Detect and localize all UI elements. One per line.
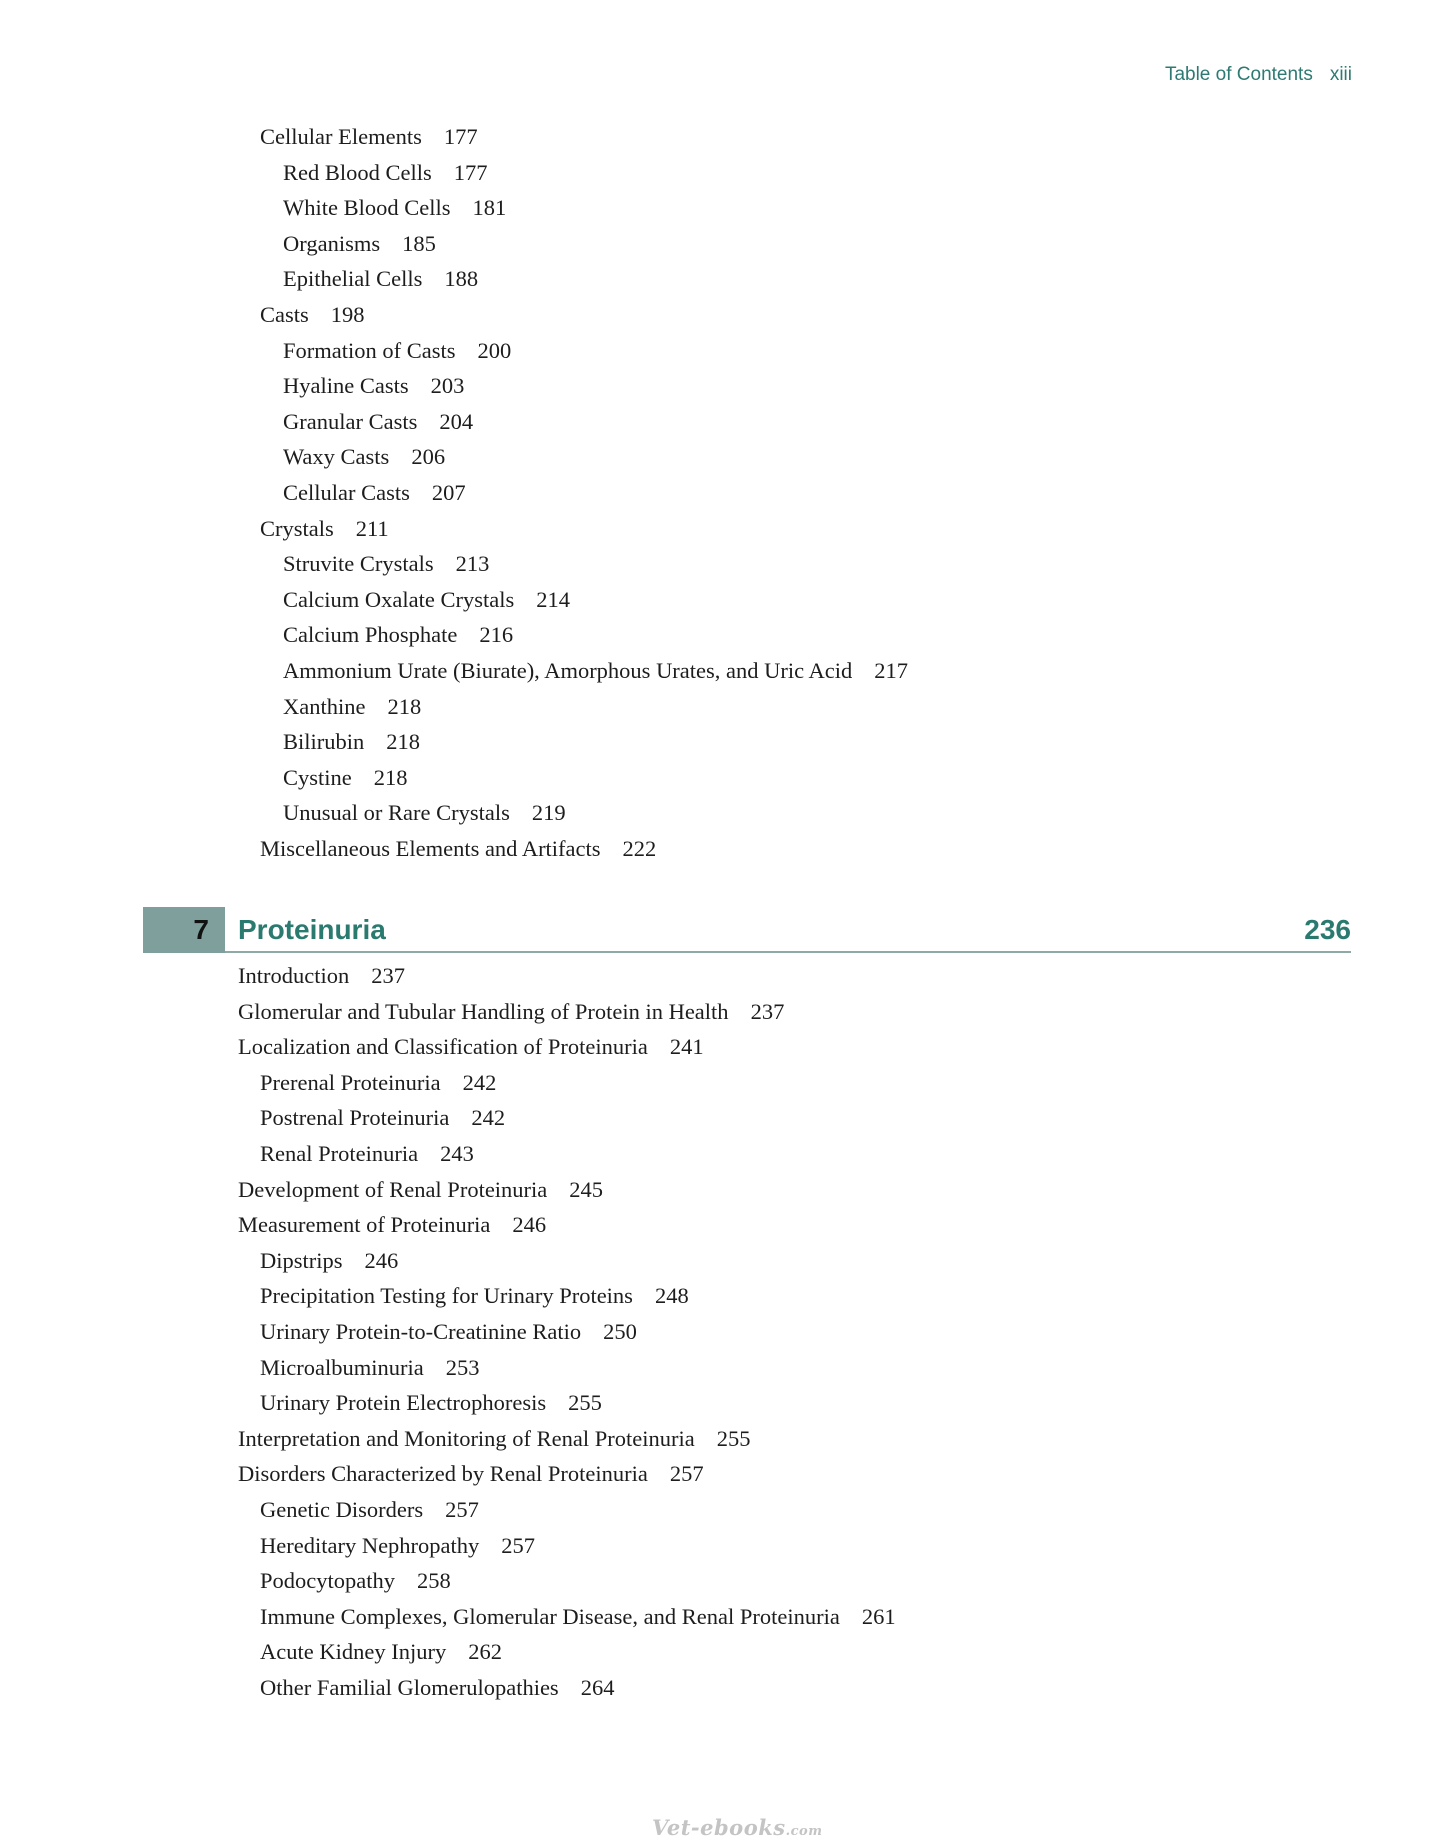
toc-entry-page-number: 246 [364, 1247, 399, 1273]
running-header-page-number: xiii [1329, 64, 1352, 85]
toc-entry-title: Prerenal Proteinuria [260, 1069, 441, 1095]
chapter-number-box [143, 907, 225, 953]
toc-entry[interactable] [0, 333, 908, 369]
toc-entry-title: Disorders Characterized by Renal Proteinuria [238, 1461, 648, 1487]
toc-entry[interactable] [0, 297, 908, 333]
toc-entry-title: Bilirubin [283, 729, 365, 755]
toc-entry-page-number: 246 [512, 1212, 547, 1238]
toc-entry[interactable] [0, 119, 908, 155]
toc-entry-page-number: 214 [536, 586, 570, 612]
toc-entry[interactable] [0, 1599, 896, 1635]
toc-entry-page-number: 177 [443, 124, 478, 149]
toc-entry-title: Xanthine [283, 693, 366, 719]
toc-entry-title: Renal Proteinuria [260, 1140, 419, 1166]
toc-entry-page-number: 213 [455, 551, 490, 577]
toc-entry-title: Granular Casts [283, 408, 418, 434]
toc-entry-title: Dipstrips [260, 1247, 343, 1273]
toc-entry-title: Formation of Casts [283, 337, 456, 363]
chapter-number: 7 [193, 914, 209, 945]
toc-entry[interactable] [0, 368, 908, 404]
toc-entry[interactable] [0, 155, 908, 191]
toc-entry-title: Precipitation Testing for Urinary Proteins [260, 1283, 633, 1309]
toc-entry[interactable] [0, 1385, 896, 1421]
toc-entry[interactable] [0, 582, 908, 618]
toc-entry-page-number: 242 [462, 1069, 497, 1095]
toc-entry[interactable] [0, 1278, 896, 1314]
toc-entry-page-number: 219 [531, 800, 566, 826]
toc-entry-page-number: 258 [417, 1568, 451, 1594]
toc-entry[interactable] [0, 1634, 896, 1670]
toc-entry-page-number: 248 [654, 1283, 689, 1309]
toc-entry[interactable] [0, 724, 908, 760]
toc-entry[interactable] [0, 511, 908, 547]
toc-entry-page-number: 218 [373, 764, 408, 790]
toc-entry-page-number: 222 [622, 835, 657, 861]
toc-entry-title: White Blood Cells [283, 195, 451, 221]
toc-entry-title: Localization and Classification of Proteinuria [238, 1034, 648, 1060]
toc-entry-page-number: 241 [669, 1034, 704, 1060]
toc-entry-title: Interpretation and Monitoring of Renal Proteinuria [238, 1425, 695, 1451]
toc-entry-page-number: 200 [477, 337, 512, 363]
toc-entry-title: Urinary Protein Electrophoresis [260, 1390, 547, 1416]
toc-entry-title: Measurement of Proteinuria [238, 1212, 491, 1238]
watermark-logo [652, 1815, 822, 1840]
chapter-page-number: 236 [1304, 914, 1351, 945]
running-header-title: Table of Contents [1164, 64, 1313, 85]
toc-entry-title: Casts [260, 301, 309, 327]
toc-entry-title: Waxy Casts [283, 444, 390, 470]
toc-entry[interactable] [0, 261, 908, 297]
toc-entry[interactable] [0, 1065, 896, 1101]
toc-entry-page-number: 243 [440, 1140, 474, 1166]
toc-entry-title: Crystals [260, 515, 334, 541]
toc-entry-title: Red Blood Cells [283, 159, 432, 185]
toc-entry-title: Urinary Protein-to-Creatinine Ratio [260, 1318, 582, 1344]
toc-entry[interactable] [0, 1172, 896, 1208]
toc-entry-title: Calcium Phosphate [283, 622, 458, 648]
chapter-rule [225, 951, 1351, 953]
toc-entry-page-number: 218 [386, 729, 421, 755]
toc-entry-title: Acute Kidney Injury [260, 1639, 447, 1665]
toc-entry[interactable] [0, 1136, 896, 1172]
toc-entry-page-number: 185 [402, 230, 436, 256]
toc-entry-title: Cellular Casts [283, 479, 410, 505]
toc-entry-title: Podocytopathy [260, 1568, 395, 1594]
toc-entry-page-number: 177 [453, 159, 488, 185]
toc-entry-page-number: 204 [439, 408, 474, 434]
watermark-suffix: .com [785, 1824, 823, 1839]
toc-entry[interactable] [0, 546, 908, 582]
toc-entry[interactable] [0, 1314, 896, 1350]
toc-entry[interactable] [0, 1492, 896, 1528]
toc-entry[interactable] [0, 994, 896, 1030]
toc-entry[interactable] [0, 1670, 896, 1706]
toc-entry[interactable] [0, 226, 908, 262]
chapter-title: Proteinuria [238, 914, 386, 945]
toc-entry-page-number: 237 [371, 963, 405, 988]
toc-entry-page-number: 203 [430, 373, 465, 399]
toc-entry-title: Cystine [283, 764, 352, 790]
toc-entry-title: Organisms [283, 230, 381, 256]
toc-entry-title: Hereditary Nephropathy [260, 1532, 480, 1558]
toc-entry[interactable] [0, 1350, 896, 1386]
toc-entry[interactable] [0, 1100, 896, 1136]
toc-entry[interactable] [0, 404, 908, 440]
toc-entry-page-number: 188 [444, 266, 479, 292]
toc-entry-page-number: 206 [411, 444, 446, 470]
toc-entry-page-number: 250 [603, 1318, 637, 1344]
toc-entry-title: Glomerular and Tubular Handling of Protein in Health [238, 998, 729, 1024]
toc-entry[interactable] [0, 1421, 896, 1457]
toc-entry-title: Postrenal Proteinuria [260, 1105, 450, 1131]
toc-entry-page-number: 264 [580, 1674, 615, 1700]
toc-entry-page-number: 217 [874, 657, 908, 683]
toc-entry-page-number: 261 [861, 1603, 896, 1629]
toc-entry-title: Hyaline Casts [283, 373, 409, 399]
toc-entry-page-number: 218 [387, 693, 422, 719]
watermark-text: Vet-ebooks [652, 1815, 786, 1840]
toc-entry[interactable] [0, 1029, 896, 1065]
toc-continued-section [0, 119, 908, 866]
toc-entry-page-number: 245 [569, 1176, 604, 1202]
toc-chapter-section [0, 958, 896, 1705]
toc-entry[interactable] [0, 760, 908, 796]
toc-entry-page-number: 257 [501, 1532, 536, 1558]
toc-entry[interactable] [0, 1528, 896, 1564]
toc-entry-title: Cellular Elements [260, 124, 422, 149]
toc-entry[interactable] [0, 475, 908, 511]
toc-entry-title: Miscellaneous Elements and Artifacts [260, 835, 601, 861]
toc-entry[interactable] [0, 190, 908, 226]
toc-entry[interactable] [0, 617, 908, 653]
toc-entry-title: Other Familial Glomerulopathies [260, 1674, 559, 1700]
toc-entry[interactable] [0, 1207, 896, 1243]
toc-entry-page-number: 242 [471, 1105, 506, 1131]
toc-entry-page-number: 257 [669, 1461, 704, 1487]
toc-entry-page-number: 207 [431, 479, 466, 505]
toc-entry-page-number: 211 [355, 515, 389, 541]
toc-entry-page-number: 255 [716, 1425, 751, 1451]
toc-entry[interactable] [0, 1563, 896, 1599]
toc-entry-title: Calcium Oxalate Crystals [283, 586, 515, 612]
toc-entry[interactable] [0, 1456, 896, 1492]
toc-entry-title: Genetic Disorders [260, 1496, 424, 1522]
toc-entry-title: Epithelial Cells [283, 266, 423, 292]
toc-entry[interactable] [0, 439, 908, 475]
toc-entry[interactable] [0, 1243, 896, 1279]
toc-entry-page-number: 181 [472, 195, 507, 221]
chapter-heading[interactable] [143, 907, 1351, 953]
toc-entry-page-number: 253 [445, 1354, 480, 1380]
toc-entry-title: Struvite Crystals [283, 551, 434, 577]
running-header [1165, 64, 1352, 86]
toc-entry-title: Immune Complexes, Glomerular Disease, and Renal Proteinuria [260, 1603, 840, 1629]
toc-entry[interactable] [0, 689, 908, 725]
toc-entry-title: Development of Renal Proteinuria [238, 1176, 548, 1202]
toc-entry[interactable] [0, 831, 908, 867]
toc-entry-page-number: 257 [445, 1496, 479, 1522]
toc-entry[interactable] [0, 958, 896, 994]
toc-entry-page-number: 255 [568, 1390, 602, 1416]
toc-entry-title: Ammonium Urate (Biurate), Amorphous Urates, and Uric Acid [283, 657, 853, 683]
toc-entry-page-number: 198 [330, 301, 365, 327]
toc-entry[interactable] [0, 653, 908, 689]
toc-entry-page-number: 237 [750, 998, 785, 1024]
toc-entry-title: Introduction [238, 963, 350, 988]
toc-entry-title: Unusual or Rare Crystals [283, 800, 510, 826]
toc-entry[interactable] [0, 795, 908, 831]
toc-entry-title: Microalbuminuria [260, 1354, 424, 1380]
toc-entry-page-number: 216 [479, 622, 514, 648]
toc-entry-page-number: 262 [468, 1639, 502, 1665]
